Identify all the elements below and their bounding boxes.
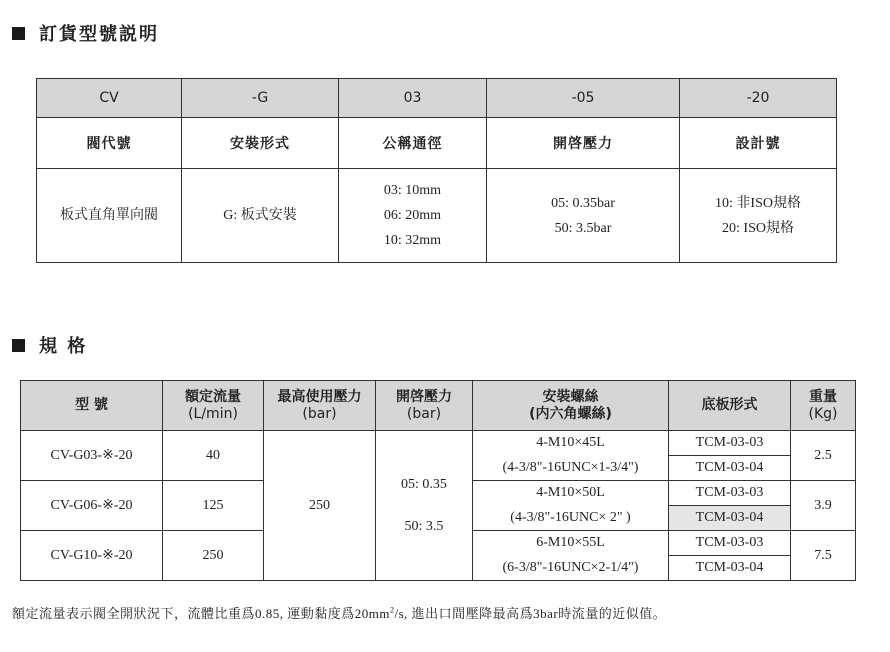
bolt-cell: (6-3/8"-16UNC×2-1/4") [473,556,669,581]
model-cell: CV-G03-※-20 [21,431,163,481]
square-bullet-icon [12,27,25,40]
code-value-cell [182,169,339,263]
code-value: 06: 20mm [383,208,442,223]
square-bullet-icon [12,339,25,352]
open-pressure-value: 50: 3.5 [404,518,444,534]
plate-cell: TCM-03-03 [669,431,791,456]
code-cell: CV [37,79,182,118]
code-value: 20: ISO規格 [722,220,794,236]
model-cell: CV-G10-※-20 [21,531,163,581]
code-value: 10: 32mm [383,233,442,248]
footnote [12,603,666,622]
bolt-cell: 4-M10×45L [473,431,669,456]
header-max-pressure-label: 最高使用壓力 [277,388,362,405]
header-bolt-sub: (内六角螺絲) [529,405,612,422]
code-value: 05: 0.35bar [551,195,615,211]
code-value: 03: 10mm [383,183,442,198]
weight-cell: 3.9 [791,481,856,531]
header-bolt-label: 安裝螺絲 [542,388,599,405]
open-pressure-cell [376,431,473,581]
header-flow-unit: (L/min) [188,405,238,422]
weight-cell: 7.5 [791,531,856,581]
code-value-cell [37,169,182,263]
plate-cell: TCM-03-04 [669,556,791,581]
code-value: 10: 非ISO規格 [715,195,801,211]
spec-table [20,380,856,581]
code-value: G: 板式安裝 [223,208,297,223]
code-cell: -20 [680,79,837,118]
code-name-cell: 安裝形式 [182,118,339,169]
header-weight-label: 重量 [809,388,837,405]
header-open-pressure-label: 開啓壓力 [396,388,452,405]
header-max-pressure [264,381,376,431]
header-weight-unit: (Kg) [808,405,838,422]
spec-section-title [12,332,87,358]
header-open-pressure [376,381,473,431]
plate-cell: TCM-03-04 [669,506,791,531]
ordering-title: 訂貨型號説明 [39,24,159,45]
code-name-cell: 開啓壓力 [487,118,680,169]
spec-title: 規 格 [39,336,88,357]
code-cell: -05 [487,79,680,118]
code-value: 50: 3.5bar [554,220,612,236]
bolt-cell: 4-M10×50L [473,481,669,506]
code-value-cell [339,169,487,263]
header-bolt [473,381,669,431]
header-open-pressure-unit: (bar) [406,405,442,422]
header-model: 型 號 [21,381,163,431]
bolt-cell: 6-M10×55L [473,531,669,556]
header-weight [791,381,856,431]
code-cell: 03 [339,79,487,118]
header-plate: 底板形式 [669,381,791,431]
ordering-code-table [36,78,837,263]
table-row [21,431,856,456]
code-cell: -G [182,79,339,118]
header-flow [163,381,264,431]
flow-cell: 250 [163,531,264,581]
plate-cell: TCM-03-04 [669,456,791,481]
code-value: 板式直角單向閥 [60,208,158,223]
footnote-text: 額定流量表示閥全開狀況下，流體比重爲0.85, 運動黏度爲20mm [12,606,390,621]
bolt-cell: (4-3/8"-16UNC×1-3/4") [473,456,669,481]
bolt-cell: (4-3/8"-16UNC× 2" ) [473,506,669,531]
plate-cell: TCM-03-03 [669,481,791,506]
code-name-cell: 公稱通徑 [339,118,487,169]
open-pressure-value: 05: 0.35 [401,476,447,492]
ordering-section-title [12,20,159,46]
code-name-cell: 設計號 [680,118,837,169]
header-max-pressure-unit: (bar) [302,405,337,422]
model-cell: CV-G06-※-20 [21,481,163,531]
weight-cell: 2.5 [791,431,856,481]
footnote-text-end: /s, 進出口間壓降最高爲3bar時流量的近似值。 [394,606,667,621]
max-pressure-cell: 250 [264,431,376,581]
code-value-cell [487,169,680,263]
code-value-cell [680,169,837,263]
flow-cell: 125 [163,481,264,531]
footnote-superscript: 2 [389,605,395,615]
plate-cell: TCM-03-03 [669,531,791,556]
code-name-cell: 閥代號 [37,118,182,169]
flow-cell: 40 [163,431,264,481]
header-flow-label: 額定流量 [185,388,241,405]
